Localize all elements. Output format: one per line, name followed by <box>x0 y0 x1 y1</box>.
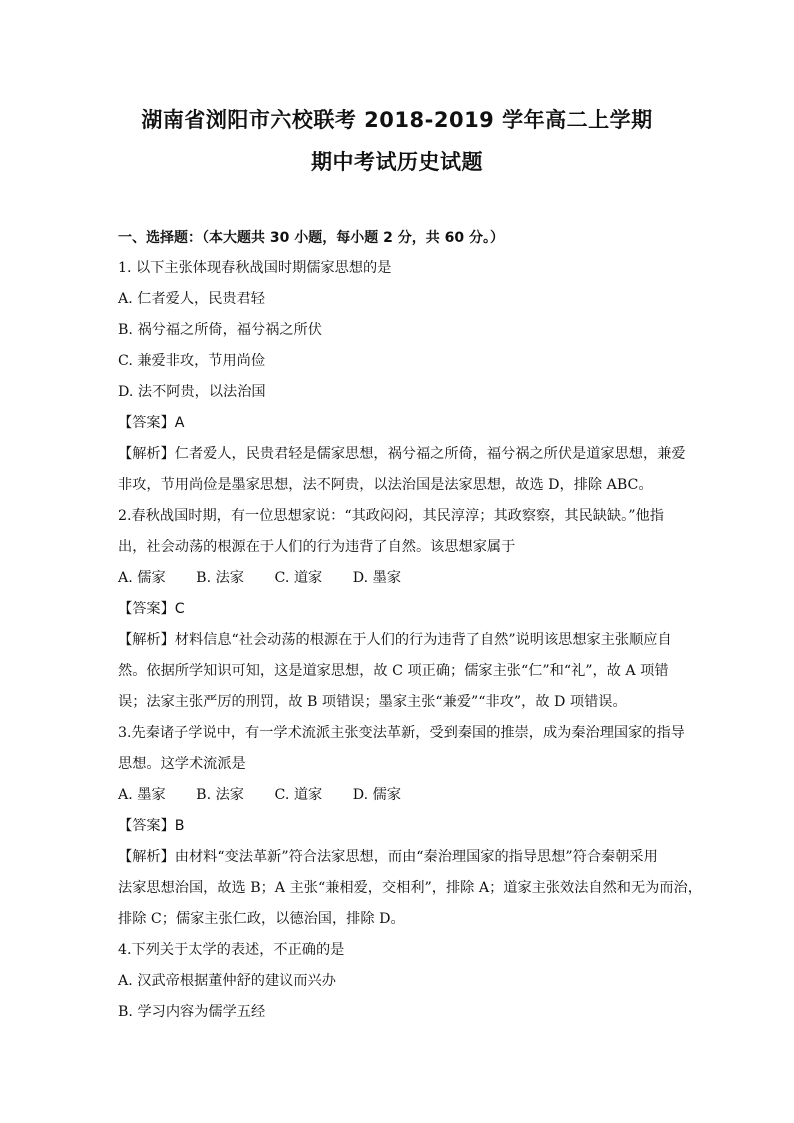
q3-analysis-line1: 【解析】由材料“变法革新”符合法家思想，而由“秦治理国家的指导思想”符合秦朝采用 <box>118 849 658 865</box>
q2-stem-line1: 2.春秋战国时期，有一位思想家说：“其政闷闷，其民淳淳；其政察察，其民缺缺。”他指 <box>118 508 664 524</box>
q3-analysis-line3: 排除 C；儒家主张仁政，以德治国，排除 D。 <box>118 911 405 927</box>
q3-option-a: A. 墨家 <box>118 787 166 803</box>
q2-stem-line2: 出，社会动荡的根源在于人们的行为违背了自然。该思想家属于 <box>118 539 516 555</box>
q2-option-d: D. 墨家 <box>352 570 402 586</box>
q1-option-c: C. 兼爱非攻，节用尚俭 <box>118 353 266 369</box>
exam-title-line2: 期中考试历史试题 <box>311 150 483 174</box>
q1-option-d: D. 法不阿贵，以法治国 <box>118 384 266 400</box>
q3-stem-line1: 3.先秦诸子学说中，有一学术流派主张变法革新，受到秦国的推崇，成为秦治理国家的指导 <box>118 725 685 741</box>
q4-option-b: B. 学习内容为儒学五经 <box>118 1004 266 1020</box>
q2-options <box>118 568 684 588</box>
q1-stem: 1. 以下主张体现春秋战国时期儒家思想的是 <box>118 260 392 276</box>
q4-option-a: A. 汉武帝根据董仲舒的建议而兴办 <box>118 973 336 989</box>
q3-option-c: C. 道家 <box>274 787 323 803</box>
q3-option-d: D. 儒家 <box>352 787 402 803</box>
q1-analysis-line2: 非攻，节用尚俭是墨家思想，法不阿贵，以法治国是法家思想，故选 D，排除 ABC。 <box>118 477 653 493</box>
section-heading: 一、选择题：（本大题共 30 小题，每小题 2 分，共 60 分。） <box>118 230 504 246</box>
q4-stem: 4.下列关于太学的表述，不正确的是 <box>118 942 345 958</box>
q2-analysis-line2: 然。依据所学知识可知，这是道家思想，故 C 项正确；儒家主张“仁”和“礼”，故 A 项错 <box>118 663 669 679</box>
q2-answer: 【答案】C <box>118 601 185 617</box>
q3-option-b: B. 法家 <box>196 787 244 803</box>
q2-analysis-line3: 误；法家主张严厉的刑罚，故 B 项错误；墨家主张“兼爱”“非攻”，故 D 项错误。 <box>118 694 627 710</box>
q3-answer: 【答案】B <box>118 818 185 834</box>
q1-answer: 【答案】A <box>118 415 185 431</box>
q1-option-b: B. 祸兮福之所倚，福兮祸之所伏 <box>118 322 322 338</box>
q2-option-c: C. 道家 <box>274 570 323 586</box>
q3-stem-line2: 思想。这学术流派是 <box>118 756 246 772</box>
q1-option-a: A. 仁者爱人，民贵君轻 <box>118 291 265 307</box>
q2-option-a: A. 儒家 <box>118 570 166 586</box>
q3-options <box>118 785 684 805</box>
q2-analysis-line1: 【解析】材料信息“社会动荡的根源在于人们的行为违背了自然”说明该思想家主张顺应自 <box>118 632 672 648</box>
q2-option-b: B. 法家 <box>196 570 244 586</box>
q3-analysis-line2: 法家思想治国，故选 B；A 主张“兼相爱，交相利”，排除 A；道家主张效法自然和无为而治， <box>118 880 702 896</box>
exam-title-line1: 湖南省浏阳市六校联考 2018-2019 学年高二上学期 <box>141 108 653 132</box>
q1-analysis-line1: 【解析】仁者爱人，民贵君轻是儒家思想，祸兮福之所倚，福兮祸之所伏是道家思想，兼爱 <box>118 446 686 462</box>
